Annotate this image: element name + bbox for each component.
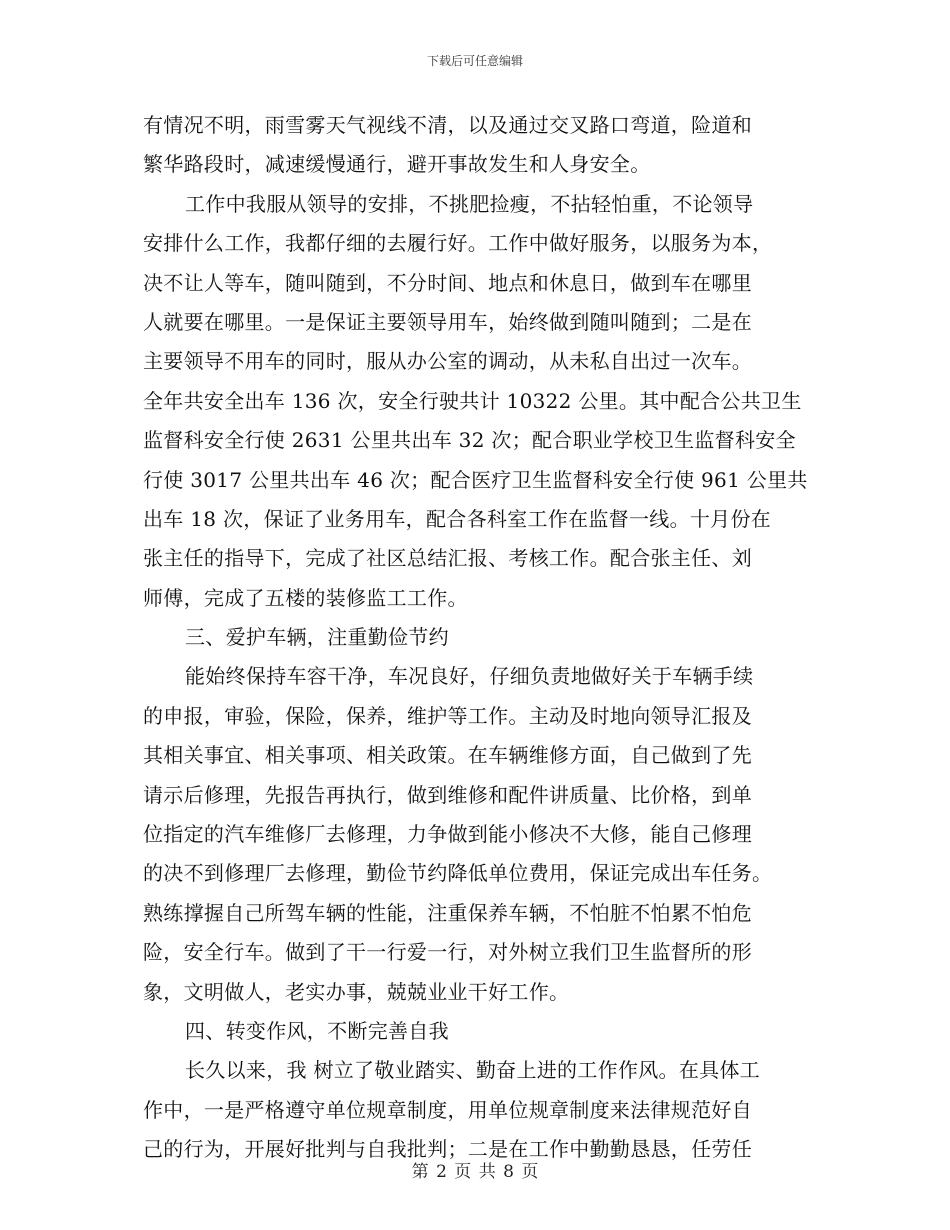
text-line: 能始终保持车容干净，车况良好，仔细负责地做好关于车辆手续 [185, 664, 754, 689]
text-line: 张主任的指导下，完成了社区总结汇报、考核工作。配合张主任、刘 [143, 546, 752, 571]
text-line: 己的行为，开展好批判与自我批判；二是在工作中勤勤恳恳，任劳任 [143, 1137, 752, 1162]
text-line: 安排什么工作，我都仔细的去履行好。工作中做好服务，以服务为本， [143, 231, 773, 256]
text-line: 象，文明做人，老实办事，兢兢业业干好工作。 [143, 979, 570, 1004]
text-line: 师傅，完成了五楼的装修监工工作。 [143, 585, 468, 610]
page-header: 下载后可任意编辑 [426, 54, 523, 68]
text-line: 工作中我服从领导的安排，不挑肥捡瘦，不拈轻怕重，不论领导 [185, 191, 754, 216]
text-line: 作中，一是严格遵守单位规章制度，用单位规章制度来法律规范好自 [143, 1097, 752, 1122]
text-line: 决不让人等车，随叫随到，不分时间、地点和休息日，做到车在哪里 [143, 270, 752, 295]
text-line: 其相关事宜、相关事项、相关政策。在车辆维修方面，自己做到了先 [143, 743, 752, 768]
text-line: 请示后修理，先报告再执行，做到维修和配件讲质量、比价格，到单 [143, 782, 752, 807]
text-line: 出车 18 次，保证了业务用车，配合各科室工作在监督一线。十月份在 [143, 506, 772, 531]
text-line: 险，安全行车。做到了干一行爱一行，对外树立我们卫生监督所的形 [143, 940, 752, 965]
text-line: 熟练撑握自己所驾车辆的性能，注重保养车辆，不怕脏不怕累不怕危 [143, 900, 752, 925]
text-line: 四、转变作风，不断完善自我 [185, 1018, 449, 1043]
text-line: 全年共安全出车 136 次，安全行驶共计 10322 公里。其中配合公共卫生 [143, 388, 802, 413]
document-body [143, 106, 811, 1170]
page-footer: 第 2 页 共 8 页 [411, 1162, 539, 1182]
text-line: 长久以来，我 树立了敬业踏实、勤奋上进的工作作风。在具体工 [185, 1058, 761, 1083]
text-line: 的申报，审验，保险，保养，维护等工作。主动及时地向领导汇报及 [143, 703, 752, 728]
text-line: 三、爱护车辆，注重勤俭节约 [185, 625, 449, 650]
text-line: 主要领导不用车的同时，服从办公室的调动，从未私自出过一次车。 [143, 349, 752, 374]
text-line: 人就要在哪里。一是保证主要领导用车，始终做到随叫随到；二是在 [143, 309, 752, 334]
text-line: 位指定的汽车维修厂去修理，力争做到能小修决不大修，能自己修理 [143, 822, 752, 847]
text-line: 的决不到修理厂去修理，勤俭节约降低单位费用，保证完成出车任务。 [143, 861, 773, 886]
text-line: 有情况不明，雨雪雾天气视线不清，以及通过交叉路口弯道，险道和 [143, 113, 752, 137]
text-line: 监督科安全行使 2631 公里共出车 32 次；配合职业学校卫生监督科安全 [143, 428, 796, 453]
text-line: 行使 3017 公里共出车 46 次；配合医疗卫生监督科安全行使 961 公里共 [143, 467, 808, 492]
text-line: 繁华路段时，减速缓慢通行，避开事故发生和人身安全。 [143, 152, 651, 177]
